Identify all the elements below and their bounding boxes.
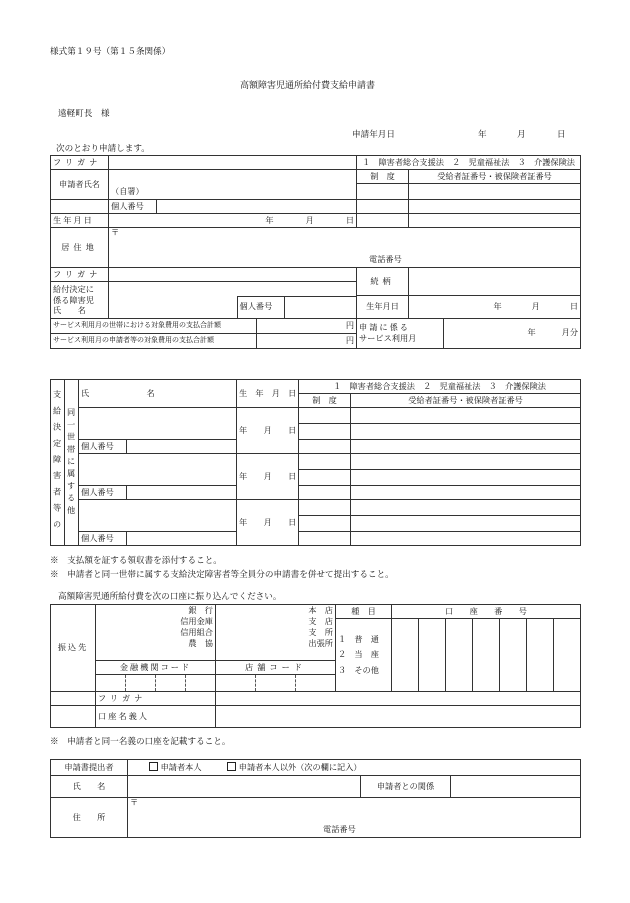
transfer-to-label: 振込先	[51, 605, 96, 692]
child-label-1: 給付決定に	[53, 284, 94, 294]
bank-type-1: 信用金庫	[180, 616, 213, 627]
phone-label: 電話番号	[369, 253, 402, 264]
bank-furigana-label: フリガナ	[96, 692, 216, 706]
relationship-field[interactable]	[409, 268, 581, 296]
applicant-total-field[interactable]	[257, 333, 357, 348]
member-1-birth[interactable]: 年 月 日	[237, 408, 299, 454]
bank-note: ※ 申請者と同一名義の口座を記載すること。	[50, 737, 231, 747]
birth-day-label: 日	[345, 214, 355, 225]
member-cert-header: 受給者証番号・被保険者証番号	[351, 394, 581, 408]
vertical-label-b: 同一世帯に属する他	[66, 407, 77, 518]
furigana-field[interactable]	[109, 156, 357, 170]
submitter-relation-field[interactable]	[451, 776, 581, 798]
birth-year-label: 年	[265, 214, 274, 225]
member-birth-header: 生 年 月 日	[237, 380, 299, 408]
birthdate-field[interactable]	[109, 214, 357, 228]
application-date-month: 月	[517, 130, 526, 140]
address-label: 居住地	[51, 228, 109, 268]
household-total-label: サービス利用月の世帯における対象費用の支払合計額	[51, 318, 257, 333]
law-options: １ 障害者総合支援法 ２ 児童福祉法 ３ 介護保険法	[357, 156, 581, 170]
branch-name-field[interactable]	[216, 605, 336, 661]
submitter-option-2: 申請者本人以外（次の欄に記入）	[238, 762, 362, 773]
cert-cell-2[interactable]	[409, 200, 581, 214]
submitter-relation-label: 申請者との関係	[361, 776, 451, 798]
branch-code-label: 店舗コード	[216, 661, 336, 675]
child-birth-month: 月	[531, 301, 540, 312]
birthdate-label: 生年月日	[51, 214, 109, 228]
bank-type-0: 銀 行	[188, 605, 213, 615]
child-furigana-field[interactable]	[109, 268, 357, 282]
branch-type-0: 本 店	[308, 605, 333, 615]
child-name-field[interactable]	[109, 282, 357, 296]
child-birth-day: 日	[569, 301, 579, 312]
relationship-label: 続柄	[357, 268, 409, 296]
institution-code-field[interactable]	[96, 675, 216, 692]
addressee: 遠軽町長 様	[58, 109, 110, 119]
account-holder-label: 口座名義人	[96, 706, 216, 728]
institution-code-label: 金融機関コード	[96, 661, 216, 675]
child-label-2: 係る障害児	[53, 294, 94, 305]
applicant-total-label: サービス利用月の申請者等の対象費用の支払合計額	[51, 333, 257, 348]
member-law-options: １ 障害者総合支援法 ２ 児童福祉法 ３ 介護保険法	[299, 380, 581, 394]
bank-type-3: 農 協	[188, 638, 213, 649]
member-system-header: 制 度	[299, 394, 351, 408]
personal-number-field[interactable]	[157, 200, 357, 214]
submitter-label: 申請書提出者	[51, 760, 128, 776]
submitter-phone-label: 電話番号	[323, 823, 356, 834]
member-3-name[interactable]	[79, 500, 237, 532]
submitter-address-field[interactable]	[128, 798, 581, 838]
system-header: 制 度	[357, 170, 409, 184]
member-2-personal-number-label: 個人番号	[79, 486, 127, 500]
form-number: 様式第１９号（第１５条関係）	[50, 47, 171, 57]
account-number-header: 口 座 番 号	[392, 605, 581, 619]
submitter-name-field[interactable]	[128, 776, 361, 798]
applicant-yen: 円	[345, 334, 355, 345]
application-date-day: 日	[557, 130, 566, 140]
intro-text: 次のとおり申請します。	[56, 144, 150, 154]
child-furigana-label: フリガナ	[51, 268, 109, 282]
account-type-options[interactable]	[336, 619, 392, 692]
member-1-personal-number-label: 個人番号	[79, 440, 127, 454]
child-birth-year: 年	[493, 301, 502, 312]
vertical-label-a: 支給決定障害者等の	[52, 389, 63, 536]
branch-type-3: 出張所	[308, 638, 333, 649]
member-1-name[interactable]	[79, 408, 237, 440]
bank-type-2: 信用組合	[180, 627, 213, 638]
application-date-year: 年	[478, 130, 487, 140]
note-1: ※ 支払額を証する領収書を添付すること。	[50, 556, 222, 566]
insured-cert-header: 受給者証番号・被保険者証番号	[409, 170, 581, 184]
submitter-address-label: 住 所	[51, 798, 128, 838]
bank-furigana-field[interactable]	[216, 692, 581, 706]
service-month-label-2: サービス利用月	[359, 333, 417, 343]
address-field[interactable]	[109, 228, 581, 268]
member-3-personal-number-label: 個人番号	[79, 532, 127, 546]
child-personal-number-field[interactable]	[284, 296, 356, 318]
child-birthdate-label: 生年月日	[357, 296, 409, 319]
bank-table	[50, 604, 581, 728]
account-type-option-1: １ 普 通	[338, 633, 379, 644]
member-3-birth[interactable]: 年 月 日	[237, 500, 299, 546]
furigana-label: フリガナ	[51, 156, 109, 170]
birth-month-label: 月	[305, 214, 314, 225]
branch-type-1: 支 店	[308, 616, 333, 627]
service-month-part: 月分	[561, 327, 579, 338]
system-cell-3[interactable]	[357, 214, 409, 228]
member-name-header: 氏 名	[79, 380, 237, 408]
personal-number-label: 個人番号	[109, 200, 157, 214]
cert-cell-1[interactable]	[409, 184, 581, 200]
service-month-field[interactable]	[444, 319, 581, 348]
application-date-label: 申請年月日	[352, 130, 395, 140]
account-number-field[interactable]	[392, 619, 581, 692]
bank-intro: 高額障害児通所給付費を次の口座に振り込んでください。	[58, 592, 282, 602]
member-2-name[interactable]	[79, 454, 237, 486]
household-yen: 円	[345, 319, 355, 330]
signature-field[interactable]	[109, 184, 357, 200]
child-birthdate-field[interactable]	[409, 296, 581, 319]
submitter-option-2-checkbox[interactable]	[227, 762, 236, 771]
household-total-field[interactable]	[257, 318, 357, 333]
branch-type-2: 支 所	[308, 627, 333, 638]
child-personal-number-label: 個人番号	[237, 296, 284, 318]
note-2: ※ 申請者と同一世帯に属する支給決定障害者等全員分の申請書を併せて提出すること。	[50, 570, 394, 580]
system-cell-1[interactable]	[357, 184, 409, 200]
applicant-table	[50, 155, 581, 349]
submitter-option-1: 申請者本人	[160, 762, 202, 773]
account-type-option-2: ２ 当 座	[338, 649, 379, 660]
postal-mark: 〒	[111, 227, 120, 237]
child-label-3: 氏 名	[53, 305, 86, 316]
bank-name-field[interactable]	[96, 605, 216, 661]
account-type-header: 種 目	[336, 605, 392, 619]
submitter-table	[50, 759, 581, 838]
branch-code-field[interactable]	[216, 675, 336, 692]
account-type-option-3: ３ その他	[338, 664, 379, 675]
applicant-name-label: 申請者氏名	[51, 170, 109, 200]
system-cell-2[interactable]	[357, 200, 409, 214]
submitter-name-label: 氏 名	[51, 776, 128, 798]
household-members-table	[50, 379, 581, 546]
submitter-postal-mark: 〒	[130, 797, 139, 807]
page-title: 高額障害児通所給付費支給申請書	[240, 81, 376, 91]
service-year: 年	[527, 327, 536, 338]
signature-label: （自署）	[111, 185, 144, 196]
account-holder-field[interactable]	[216, 706, 581, 728]
cert-cell-3[interactable]	[409, 214, 581, 228]
service-month-label-1: 申請に係る	[359, 321, 410, 332]
submitter-option-1-checkbox[interactable]	[149, 762, 158, 771]
member-2-birth[interactable]: 年 月 日	[237, 454, 299, 500]
